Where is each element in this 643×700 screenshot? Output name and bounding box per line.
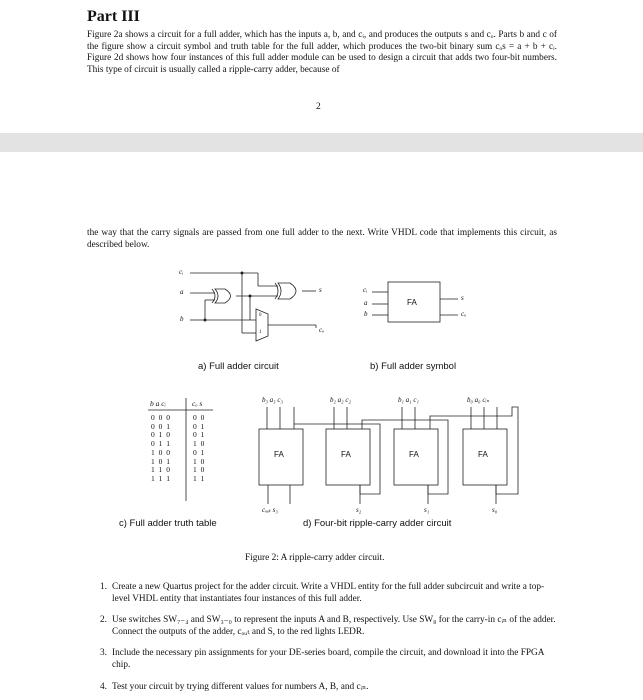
page-separator (0, 133, 643, 152)
tt-in-row: 0 1 1 (151, 439, 171, 449)
tt-out-row: 1 1 (193, 473, 206, 483)
page-2 (0, 152, 643, 700)
symbol-label-b: b (364, 310, 368, 318)
truth-table-header-in: b a cᵢ (150, 399, 166, 408)
list-number: 2. (100, 615, 107, 625)
truth-table-inputs (151, 414, 171, 484)
tt-in-row: 0 0 0 (151, 413, 171, 422)
caption-a: a) Full adder circuit (198, 361, 279, 372)
fa2-output: s₂ (356, 506, 362, 514)
caption-b: b) Full adder symbol (370, 361, 457, 372)
xor-gate-2 (275, 283, 296, 299)
caption-d: d) Four-bit ripple-carry adder circuit (303, 518, 452, 529)
tt-out-row: 1 0 (193, 465, 206, 475)
tt-in-row: 1 1 0 (151, 465, 171, 475)
page-number: 2 (316, 102, 321, 112)
tt-out-row: 1 0 (193, 456, 206, 466)
label-b: b (180, 315, 184, 323)
mux-label-0: 0 (259, 313, 262, 318)
list-text: Test your circuit by trying different values for numbers A, B, and cᵢₙ. (112, 682, 369, 692)
tt-in-row: 0 0 1 (151, 421, 171, 431)
fa0-output: s₀ (492, 506, 498, 514)
truth-table-outputs (193, 414, 205, 484)
list-text: Create a new Quartus project for the adder circuit. Write a VHDL entity for the full adder subcircuit and write a top-level VHDL entity that instantiates four instances of this full adder. (112, 582, 545, 604)
figure-caption: Figure 2: A ripple-carry adder circuit. (245, 553, 385, 563)
list-text: Include the necessary pin assignments for your DE-series board, compile the circuit, and download it into the FPGA chip. (112, 648, 544, 670)
symbol-label-ci: cᵢ (363, 286, 368, 294)
fa2-inputs: b₂ a₂ c₂ (330, 396, 351, 404)
symbol-label-co: cₒ (461, 310, 467, 318)
fa3-inputs: b₃ a₃ c₃ (262, 396, 283, 404)
tt-out-row: 0 1 (193, 447, 206, 457)
label-co: cₒ (319, 326, 325, 334)
symbol-fa-label: FA (407, 298, 417, 307)
symbol-label-s: s (461, 294, 464, 302)
label-a: a (180, 288, 184, 296)
tt-in-row: 0 1 0 (151, 430, 171, 440)
mux-label-1: 1 (259, 330, 262, 335)
continued-paragraph: the way that the carry signals are passed from one full adder to the next. Write VHDL code that implements this circuit, as described below. (87, 228, 557, 250)
list-number: 4. (100, 682, 107, 692)
label-s: s (319, 286, 322, 294)
truth-table-header-out: cₒ s (192, 399, 203, 408)
fa3-label: FA (274, 450, 284, 459)
tt-out-row: 0 1 (193, 430, 206, 440)
intro-paragraph: Figure 2a shows a circuit for a full adder, which has the inputs a, b, and cᵢ, and produces the outputs s and cₒ. Parts b and c of the figure show a circuit symbol and truth table for the full adder, which produces the two-bit binary sum cₒs = a + b + cᵢ. Figure 2d shows how four instances of this full adder module can be used to design a circuit that adds two four-bit numbers. This type of circuit is usually called a ripple-carry adder, because of (87, 30, 557, 75)
list-number: 1. (100, 582, 107, 592)
symbol-label-a: a (364, 299, 368, 307)
list-text: Use switches SW₇₋₄ and SW₃₋₀ to represent the inputs A and B, respectively. Use SW₈ for the carry-in cᵢₙ of the adder. Connect the outputs of the adder, cₒᵤₜ and S, to the red lights LEDR. (112, 615, 556, 637)
tt-in-row: 1 1 1 (151, 473, 171, 483)
fa3-outputs: cₒᵤₜ s₃ (262, 506, 278, 514)
xor-gate-1 (212, 289, 231, 303)
tt-out-row: 1 0 (193, 439, 206, 449)
fa0-label: FA (478, 450, 488, 459)
tt-in-row: 1 0 0 (151, 447, 171, 457)
fa1-inputs: b₁ a₁ c₁ (398, 396, 419, 404)
tt-in-row: 1 0 1 (151, 456, 171, 466)
tt-out-row: 0 0 (193, 413, 206, 422)
fa0-inputs: b₀ a₀ cᵢₙ (467, 396, 490, 404)
fa2-label: FA (341, 450, 351, 459)
fa1-label: FA (409, 450, 419, 459)
tt-out-row: 0 1 (193, 421, 206, 431)
label-ci: cᵢ (179, 268, 184, 276)
page-1 (0, 0, 643, 133)
mux (256, 309, 268, 341)
caption-c: c) Full adder truth table (119, 518, 217, 529)
fa1-output: s₁ (424, 506, 430, 514)
section-heading: Part III (87, 8, 140, 25)
list-number: 3. (100, 648, 107, 658)
